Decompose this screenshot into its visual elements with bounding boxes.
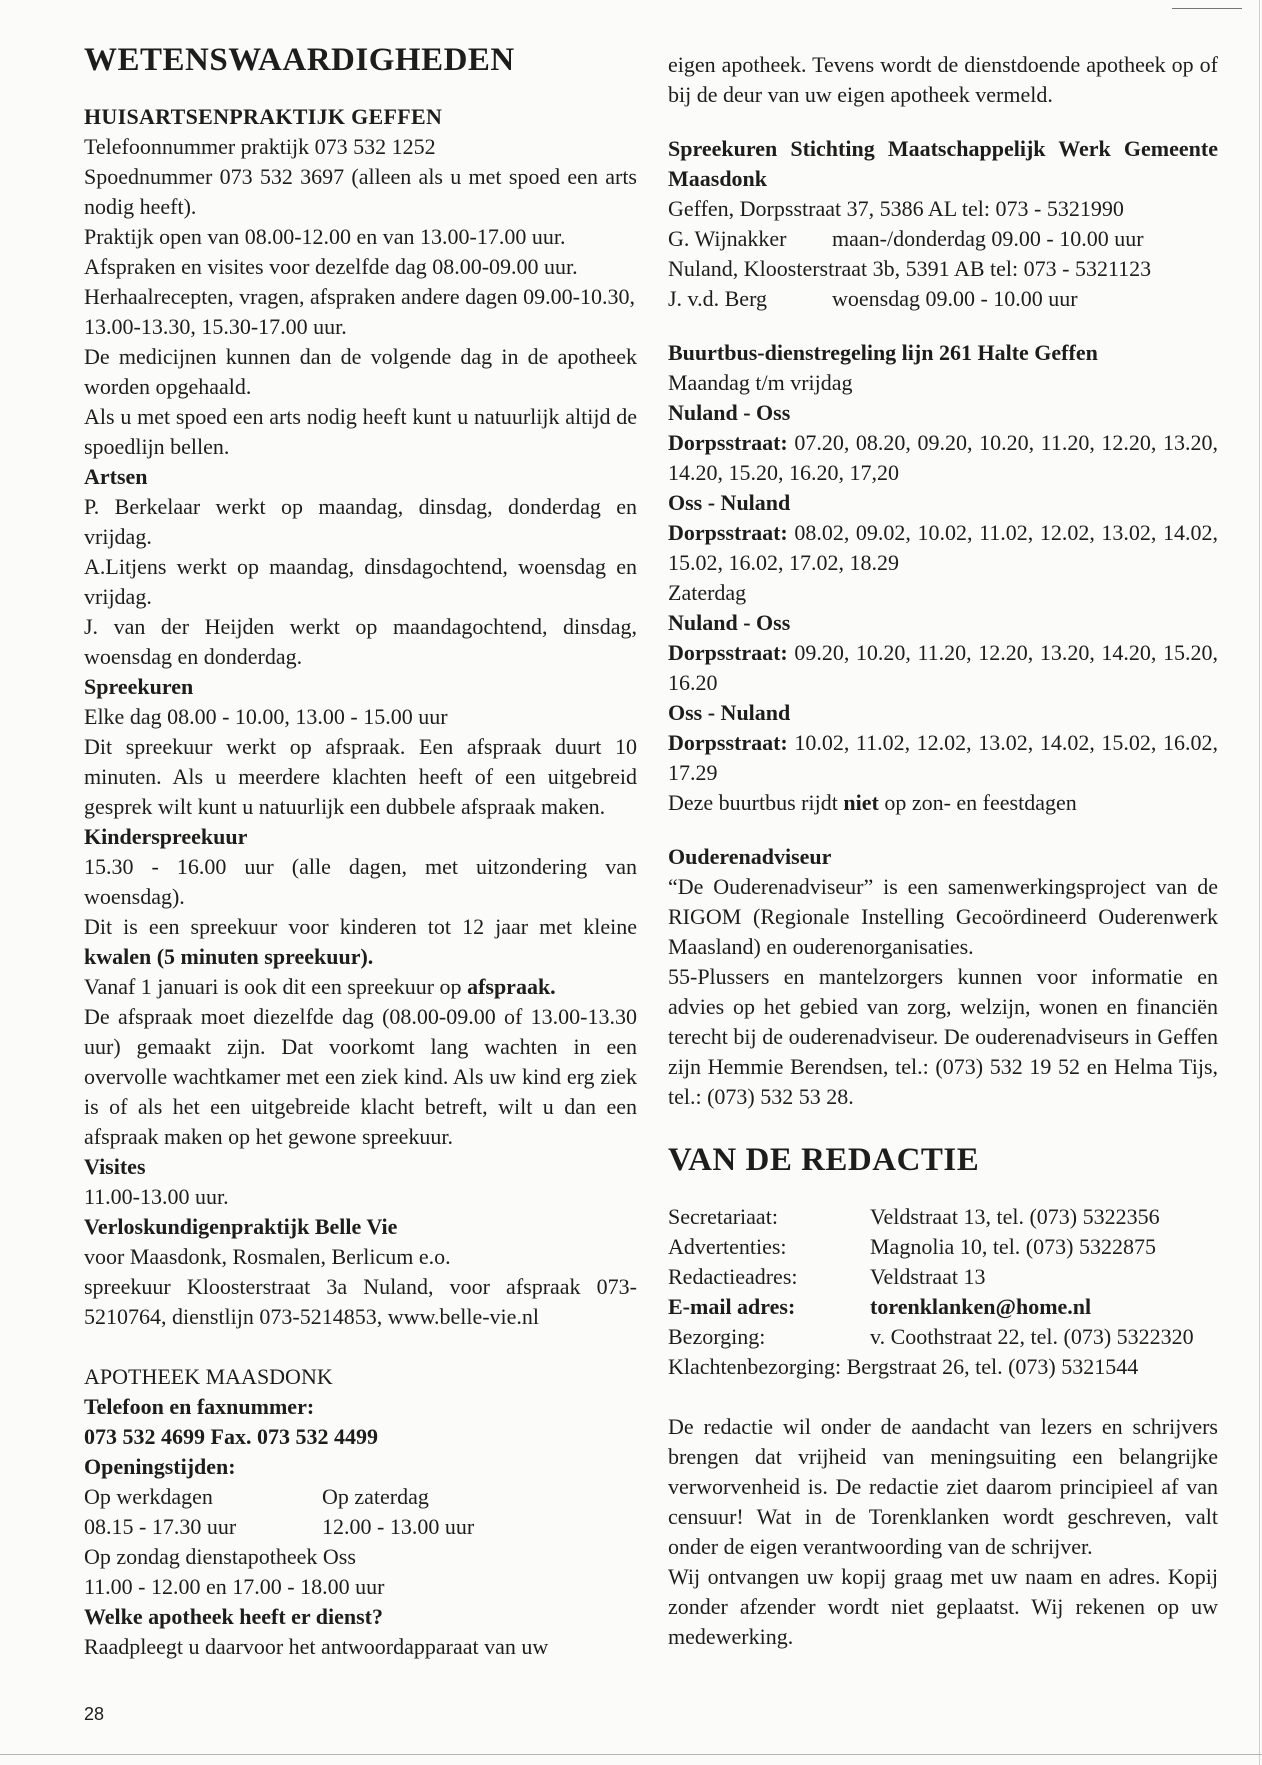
bus-heading: Buurtbus-dienstregeling lijn 261 Halte Geffen — [668, 340, 1098, 365]
redactie-row — [668, 1262, 1218, 1292]
times: 10.02, 11.02, 12.02, 13.02, 14.02, 15.02, 16.02, 17.29 — [668, 730, 1218, 785]
right-column — [668, 50, 1218, 1652]
kinderspreekuur-vanaf — [84, 972, 637, 1002]
redactie-label: Advertenties: — [668, 1234, 787, 1259]
page-title: WETENSWAARDIGHEDEN — [84, 42, 515, 78]
huisarts-line: Herhaalrecepten, vragen, afspraken andere dagen 09.00-10.30, 13.00-13.30, 15.30-17.00 uur. — [84, 284, 635, 339]
kinder-text-bold: kwalen (5 minuten spreekuur). — [84, 944, 374, 969]
verloskundige-line: voor Maasdonk, Rosmalen, Berlicum e.o. — [84, 1244, 451, 1269]
bus-times-weekday-no — [668, 428, 1218, 488]
smw-geffen-time: maan-/donderdag 09.00 - 10.00 uur — [832, 226, 1144, 251]
ouderen-text-2: 55-Plussers en mantelzorgers kunnen voor informatie en advies op het gebied van zorg, welzijn, wonen en financiën terecht bij de ouderenadviseur. De ouderenadviseurs in Geffen zijn Hemmie Berendsen, tel.: (073) 532 19 52 en Helma Tijs, tel.: (073) 532 53 28. — [668, 964, 1218, 1109]
stop-label: Dorpsstraat: — [668, 430, 788, 455]
bus-note-b: op zon- en feestdagen — [884, 790, 1077, 815]
bus-note-bold: niet — [843, 790, 879, 815]
redactie-text-1: De redactie wil onder de aandacht van lezers en schrijvers brengen dat vrijheid van meningsuiting een belangrijke verworvenheid is. De redactie ziet daarom principieel af van censuur! Wat in de Torenklanken wordt geschreven, valt onder de eigen verantwoording van de schrijver. — [668, 1414, 1218, 1559]
stop-label: Dorpsstraat: — [668, 730, 788, 755]
kinder-vanaf-a: Vanaf 1 januari is ook dit een spreekuur op — [84, 974, 462, 999]
redactie-label: Redactieadres: — [668, 1264, 798, 1289]
email-value: torenklanken@home.nl — [870, 1294, 1092, 1319]
zaterdag-label: Op zaterdag — [322, 1484, 429, 1509]
zondag-time: 11.00 - 12.00 en 17.00 - 18.00 uur — [84, 1574, 385, 1599]
artsen-heading: Artsen — [84, 464, 148, 489]
kinderspreekuur-heading: Kinderspreekuur — [84, 824, 248, 849]
page-edge-bottom — [0, 1754, 1262, 1755]
page-number: 28 — [84, 1704, 105, 1724]
page-rule-top — [1172, 8, 1242, 9]
arts-item: J. van der Heijden werkt op maandagochtend, dinsdag, woensdag en donderdag. — [84, 614, 637, 669]
left-column — [84, 40, 637, 1662]
bus-times-weekday-on — [668, 518, 1218, 578]
redactie-label: Secretariaat: — [668, 1204, 778, 1229]
page-edge-right — [1259, 0, 1260, 1765]
klachten-line: Klachtenbezorging: Bergstraat 26, tel. (073) 5321544 — [668, 1354, 1139, 1379]
smw-geffen-name: G. Wijnakker — [668, 226, 787, 251]
kinderspreekuur-text-c: De afspraak moet diezelfde dag (08.00-09.00 of 13.00-13.30 uur) gemaakt zijn. Dat voorkomt lang wachten in een overvolle wachtkamer met een ziek kind. Als uw kind erg ziek is of als het een uitgebreide klacht betreft, wilt u dan een afspraak maken op het gewone spreekuur. — [84, 1004, 637, 1149]
werkdagen-time: 08.15 - 17.30 uur — [84, 1514, 237, 1539]
apotheek-hours-labels — [84, 1482, 637, 1512]
bus-route-oss-nuland-za: Oss - Nuland — [668, 700, 791, 725]
huisarts-line: Afspraken en visites voor dezelfde dag 08.00-09.00 uur. — [84, 254, 578, 279]
huisarts-line: Telefoonnummer praktijk 073 532 1252 — [84, 134, 436, 159]
huisarts-line: De medicijnen kunnen dan de volgende dag in de apotheek worden opgehaald. — [84, 344, 637, 399]
huisarts-line: Praktijk open van 08.00-12.00 en van 13.00-17.00 uur. — [84, 224, 566, 249]
ouderen-text-1: “De Ouderenadviseur” is een samenwerkingsproject van de RIGOM (Regionale Instelling Gecoördineerd Ouderenwerk Maasland) en ouderenorganisaties. — [668, 874, 1218, 959]
redactie-text-2: Wij ontvangen uw kopij graag met uw naam en adres. Kopij zonder afzender wordt niet geplaatst. Wij rekenen op uw medewerking. — [668, 1564, 1218, 1649]
stop-label: Dorpsstraat: — [668, 640, 788, 665]
kinder-text-a: Dit is een spreekuur voor kinderen tot 12 jaar met kleine — [84, 914, 637, 939]
redactie-email-row — [668, 1292, 1218, 1322]
huisarts-line: Als u met spoed een arts nodig heeft kunt u natuurlijk altijd de spoedlijn bellen. — [84, 404, 637, 459]
zondag-label: Op zondag dienstapotheek Oss — [84, 1544, 356, 1569]
apotheek-hours-times — [84, 1512, 637, 1542]
apotheek-heading: APOTHEEK MAASDONK — [84, 1364, 333, 1389]
bus-note — [668, 788, 1218, 818]
arts-item: A.Litjens werkt op maandag, dinsdagochtend, woensdag en vrijdag. — [84, 554, 637, 609]
smw-nuland-address: Nuland, Kloosterstraat 3b, 5391 AB tel: 073 - 5321123 — [668, 256, 1152, 281]
smw-geffen-address: Geffen, Dorpsstraat 37, 5386 AL tel: 073 - 5321990 — [668, 196, 1124, 221]
email-label: E-mail adres: — [668, 1294, 796, 1319]
kinderspreekuur-text — [84, 912, 637, 972]
bus-note-a: Deze buurtbus rijdt — [668, 790, 838, 815]
bus-route-nuland-oss-za: Nuland - Oss — [668, 610, 791, 635]
werkdagen-label: Op werkdagen — [84, 1484, 213, 1509]
apotheek-tel-line: 073 532 4699 Fax. 073 532 4499 — [84, 1424, 378, 1449]
smw-heading: Spreekuren Stichting Maatschappelijk Werk Gemeente Maasdonk — [668, 136, 1218, 191]
smw-nuland-name: J. v.d. Berg — [668, 286, 767, 311]
redactie-row — [668, 1202, 1218, 1232]
arts-item: P. Berkelaar werkt op maandag, dinsdag, donderdag en vrijdag. — [84, 494, 637, 549]
times: 07.20, 08.20, 09.20, 10.20, 11.20, 12.20, 13.20, 14.20, 15.20, 16.20, 17,20 — [668, 430, 1218, 485]
times: 08.02, 09.02, 10.02, 11.02, 12.02, 13.02, 14.02, 15.02, 16.02, 17.02, 18.29 — [668, 520, 1218, 575]
bus-route-oss-nuland: Oss - Nuland — [668, 490, 791, 515]
redactie-value: Veldstraat 13, tel. (073) 5322356 — [870, 1204, 1160, 1229]
spreekuren-heading: Spreekuren — [84, 674, 194, 699]
huisarts-line: Spoednummer 073 532 3697 (alleen als u met spoed een arts nodig heeft). — [84, 164, 637, 219]
bus-saturday-label: Zaterdag — [668, 580, 747, 605]
visites-heading: Visites — [84, 1154, 146, 1179]
spreekuren-time: Elke dag 08.00 - 10.00, 13.00 - 15.00 uur — [84, 704, 448, 729]
ouderen-heading: Ouderenadviseur — [668, 844, 832, 869]
huisarts-heading: HUISARTSENPRAKTIJK GEFFEN — [84, 104, 443, 129]
bus-times-saturday-no — [668, 638, 1218, 698]
spreekuren-text: Dit spreekuur werkt op afspraak. Een afspraak duurt 10 minuten. Als u meerdere klachten heeft of een uitgebreid gesprek wilt kunt u natuurlijk een dubbele afspraak maken. — [84, 734, 637, 819]
stop-label: Dorpsstraat: — [668, 520, 788, 545]
visites-time: 11.00-13.00 uur. — [84, 1184, 229, 1209]
verloskundige-line: spreekuur Kloosterstraat 3a Nuland, voor afspraak 073-5210764, dienstlijn 073-5214853, www.belle-vie.nl — [84, 1274, 637, 1329]
verloskundige-heading: Verloskundigenpraktijk Belle Vie — [84, 1214, 398, 1239]
times: 09.20, 10.20, 11.20, 12.20, 13.20, 14.20, 15.20, 16.20 — [668, 640, 1218, 695]
apotheek-open-heading: Openingstijden: — [84, 1454, 236, 1479]
redactie-value: v. Coothstraat 22, tel. (073) 5322320 — [870, 1324, 1194, 1349]
kinderspreekuur-time: 15.30 - 16.00 uur (alle dagen, met uitzondering van woensdag). — [84, 854, 637, 909]
bus-times-saturday-on — [668, 728, 1218, 788]
kinder-vanaf-bold: afspraak. — [467, 974, 556, 999]
smw-nuland-time: woensdag 09.00 - 10.00 uur — [832, 286, 1078, 311]
redactie-value: Veldstraat 13 — [870, 1264, 986, 1289]
redactie-label: Bezorging: — [668, 1324, 766, 1349]
apotheek-continued: eigen apotheek. Tevens wordt de dienstdoende apotheek op of bij de deur van uw eigen apotheek vermeld. — [668, 52, 1218, 107]
dienst-text: Raadpleegt u daarvoor het antwoordapparaat van uw — [84, 1634, 549, 1659]
redactie-title: VAN DE REDACTIE — [668, 1142, 980, 1178]
redactie-row — [668, 1322, 1218, 1352]
zaterdag-time: 12.00 - 13.00 uur — [322, 1514, 475, 1539]
redactie-value: Magnolia 10, tel. (073) 5322875 — [870, 1234, 1156, 1259]
smw-geffen-row — [668, 224, 1218, 254]
redactie-row — [668, 1232, 1218, 1262]
bus-weekdays-label: Maandag t/m vrijdag — [668, 370, 853, 395]
bus-route-nuland-oss: Nuland - Oss — [668, 400, 791, 425]
apotheek-tel-heading: Telefoon en faxnummer: — [84, 1394, 315, 1419]
smw-nuland-row — [668, 284, 1218, 314]
dienst-heading: Welke apotheek heeft er dienst? — [84, 1604, 384, 1629]
